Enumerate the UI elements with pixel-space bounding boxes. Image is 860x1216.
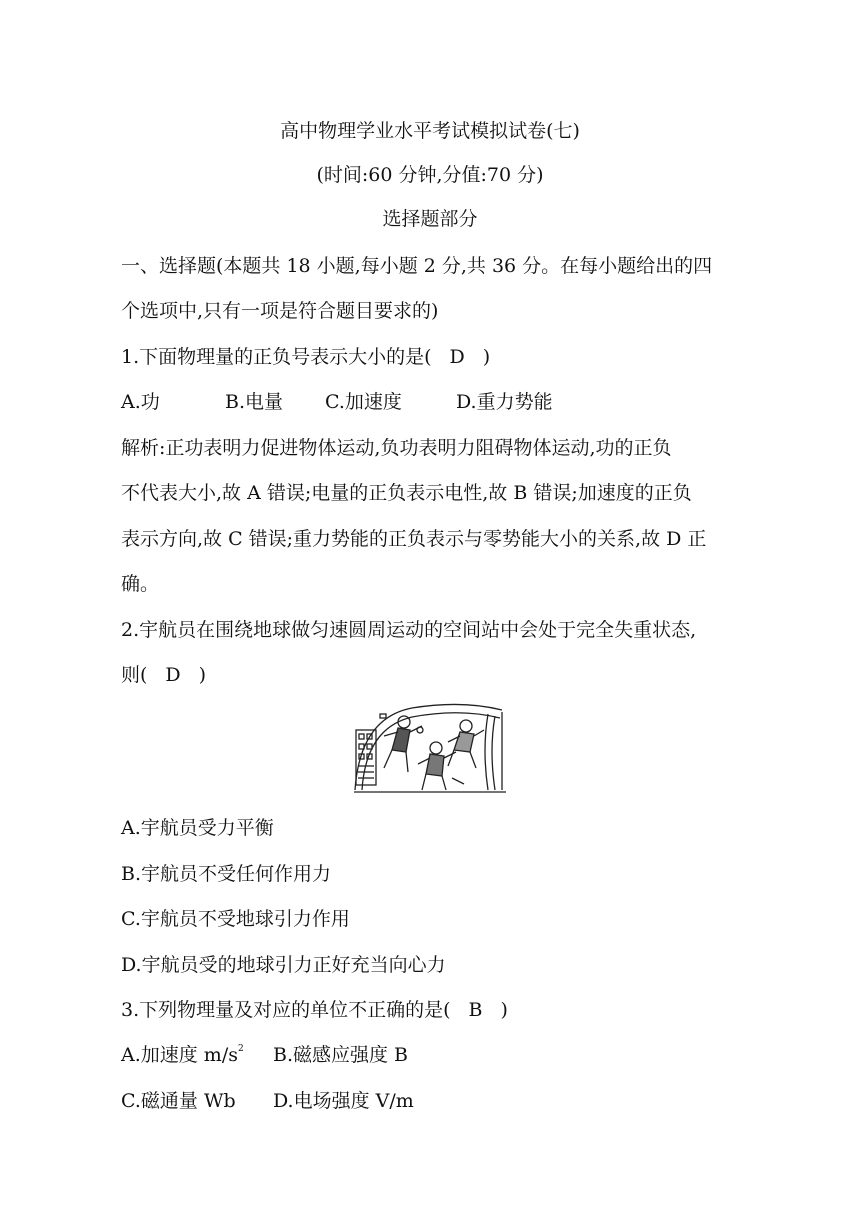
q3-option-c: C.磁通量 Wb: [121, 1090, 236, 1112]
exam-subtitle: (时间:60 分钟,分值:70 分): [316, 164, 544, 186]
q1-analysis-line-1: 解析:正功表明力促进物体运动,负功表明力阻碍物体运动,功的正负: [121, 437, 672, 459]
question-1-answer: D: [449, 346, 465, 368]
question-3-options-row-1: [121, 1040, 408, 1067]
question-2-close: ): [198, 664, 207, 686]
q1-analysis-line-4: 确。: [121, 573, 160, 595]
q3-option-a-text: A.加速度 m/s: [121, 1044, 238, 1066]
q1-option-c: C.加速度: [325, 391, 402, 413]
question-3-stem: [121, 995, 508, 1022]
question-1-text: 1.下面物理量的正负号表示大小的是(: [121, 346, 432, 368]
question-3-text: 3.下列物理量及对应的单位不正确的是(: [121, 999, 451, 1021]
q1-analysis-line-2: 不代表大小,故 A 错误;电量的正负表示电性,故 B 错误;加速度的正负: [121, 482, 692, 504]
section-instruction-line-1: 一、选择题(本题共 18 小题,每小题 2 分,共 36 分。在每小题给出的四: [121, 255, 713, 277]
question-3-answer: B: [468, 999, 483, 1021]
question-2-text: 则(: [121, 664, 148, 686]
question-1-close: ): [482, 346, 491, 368]
q1-option-a: A.功: [121, 391, 160, 413]
question-1-stem: [121, 342, 490, 369]
question-1-options: [121, 387, 553, 414]
section-instruction-line-2: 个选项中,只有一项是符合题目要求的): [121, 300, 439, 322]
q1-analysis-line-3: 表示方向,故 C 错误;重力势能的正负表示与零势能大小的关系,故 D 正: [121, 528, 707, 550]
q1-option-d: D.重力势能: [456, 391, 553, 413]
q2-option-d: D.宇航员受的地球引力正好充当向心力: [121, 954, 446, 976]
question-2-stem-line-2: [121, 660, 206, 687]
question-2-stem-line-1: 2.宇航员在围绕地球做匀速圆周运动的空间站中会处于完全失重状态,: [121, 619, 697, 641]
q3-option-b: B.磁感应强度 B: [273, 1044, 409, 1066]
q2-option-a: A.宇航员受力平衡: [121, 817, 274, 839]
astronaut-illustration: [352, 700, 508, 796]
q1-option-b: B.电量: [225, 391, 284, 413]
q3-option-a-exponent: 2: [237, 1044, 244, 1054]
part-heading: 选择题部分: [382, 208, 478, 230]
question-3-options-row-2: [121, 1086, 414, 1113]
q2-option-c: C.宇航员不受地球引力作用: [121, 908, 350, 930]
q3-option-a: [121, 1040, 273, 1067]
q2-option-b: B.宇航员不受任何作用力: [121, 863, 332, 885]
exam-title: 高中物理学业水平考试模拟试卷(七): [280, 120, 580, 142]
question-3-close: ): [500, 999, 508, 1021]
question-2-answer: D: [165, 664, 181, 686]
q3-option-d: D.电场强度 V/m: [273, 1090, 414, 1112]
